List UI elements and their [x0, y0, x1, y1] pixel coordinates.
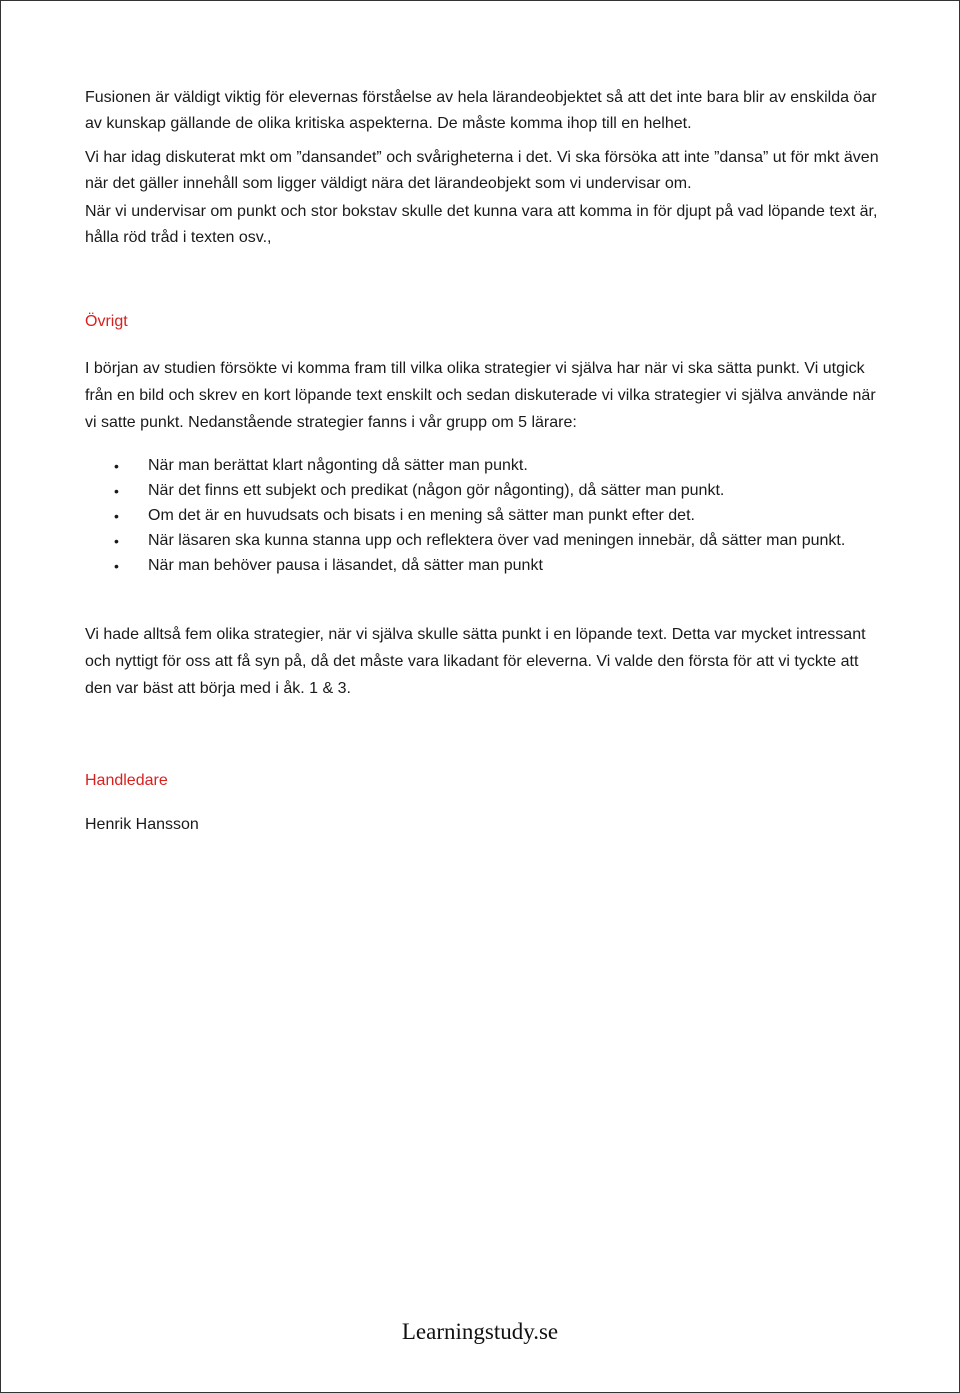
list-item — [85, 554, 885, 578]
bullet-icon: • — [114, 558, 119, 574]
list-item-text: När man berättat klart någonting då sätter man punkt. — [148, 457, 528, 474]
heading-handledare: Handledare — [85, 772, 168, 789]
bullet-icon: • — [114, 483, 119, 499]
bullet-icon: • — [114, 458, 119, 474]
list-item-text: När man behöver pausa i läsandet, då sätter man punkt — [148, 557, 543, 574]
list-item — [85, 454, 885, 478]
paragraph-summary: Vi hade alltså fem olika strategier, när vi själva skulle sätta punkt i en löpande text. Detta var mycket intressant och nyttigt för oss att få syn på, då det måste vara likadant för eleverna. Vi valde den första för att vi tyckte att den var bäst att börja med i åk. 1 & 3. — [85, 626, 866, 697]
strategy-list — [85, 454, 885, 578]
list-item-text: När läsaren ska kunna stanna upp och reflektera över vad meningen innebär, då sätter man punkt. — [148, 532, 846, 549]
list-item — [85, 529, 885, 553]
document-body — [85, 85, 885, 838]
list-item — [85, 504, 885, 528]
footer-site-name: Learningstudy.se — [401, 1319, 559, 1344]
paragraph-studien: I början av studien försökte vi komma fram till vilka olika strategier vi själva har när vi ska sätta punkt. Vi utgick från en bild och skrev en kort löpande text enskilt och sedan diskuterade vi vilka strategier vi själva använde när vi satte punkt. Nedanstående strategier fanns i vår grupp om 5 lärare: — [85, 360, 876, 431]
bullet-icon: • — [114, 508, 119, 524]
list-item-text: När det finns ett subjekt och predikat (någon gör någonting), då sätter man punkt. — [148, 482, 725, 499]
list-item-text: Om det är en huvudsats och bisats i en mening så sätter man punkt efter det. — [148, 507, 695, 524]
paragraph-dansandet: Vi har idag diskuterat mkt om ”dansandet” och svårigheterna i det. Vi ska försöka att inte ”dansa” ut för mkt även när det gäller innehåll som ligger väldigt nära det lärandeobjekt som vi undervisar om. — [85, 149, 879, 192]
paragraph-fusion: Fusionen är väldigt viktig för elevernas förståelse av hela lärandeobjektet så att det inte bara blir av enskilda öar av kunskap gällande de olika kritiska aspekterna. De måste komma ihop till en helhet. — [85, 89, 877, 132]
paragraph-punkt: När vi undervisar om punkt och stor bokstav skulle det kunna vara att komma in för djupt på vad löpande text är, hålla röd tråd i texten osv., — [85, 203, 878, 246]
list-item — [85, 479, 885, 503]
heading-ovrigt: Övrigt — [85, 313, 128, 330]
bullet-icon: • — [114, 533, 119, 549]
handledare-name: Henrik Hansson — [85, 816, 199, 833]
